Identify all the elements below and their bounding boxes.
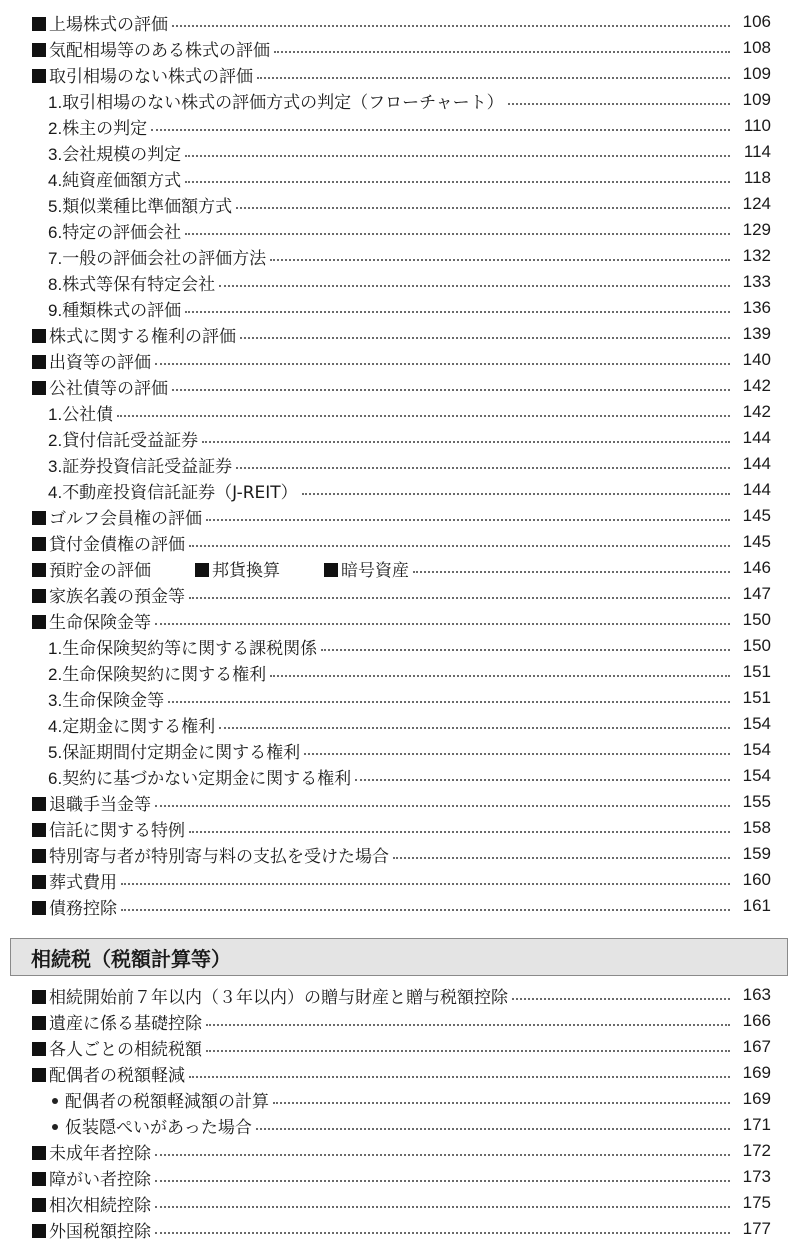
toc-entry-number: 3. — [48, 144, 63, 164]
toc-entry[interactable] — [0, 217, 805, 243]
toc-entry-title: 不動産投資信託証券（J-REIT） — [62, 482, 298, 503]
leader-dots — [189, 1076, 730, 1078]
leader-dots — [219, 285, 730, 287]
toc-entry[interactable] — [0, 1138, 805, 1164]
toc-entry-page: 151 — [742, 662, 771, 681]
toc-entry[interactable] — [0, 867, 805, 893]
toc-entry-label — [48, 244, 266, 269]
toc-entry-page: 169 — [742, 1063, 771, 1082]
toc-entry-page: 173 — [742, 1167, 771, 1186]
toc-entry-label — [52, 1113, 252, 1138]
square-bullet-icon — [32, 849, 46, 863]
toc-entry-title: 退職手当金等 — [49, 794, 151, 815]
toc-entry[interactable] — [0, 243, 805, 269]
toc-entry-label — [32, 530, 185, 555]
toc-entry-page: 167 — [742, 1037, 771, 1056]
square-bullet-icon — [32, 1172, 46, 1186]
square-bullet-icon — [32, 1146, 46, 1160]
toc-entry-page: 114 — [743, 142, 771, 161]
toc-entry[interactable] — [0, 1216, 805, 1242]
toc-entry-title: 公社債等の評価 — [49, 378, 168, 399]
toc-entry-label — [48, 218, 181, 243]
toc-entry-page: 163 — [742, 985, 771, 1004]
toc-entry-page: 159 — [742, 844, 771, 863]
toc-entry-title: 証券投資信託受益証券 — [62, 456, 233, 477]
square-bullet-icon — [32, 43, 46, 57]
square-bullet-icon — [32, 990, 46, 1004]
toc-entry-label — [48, 400, 113, 425]
toc-entry-label — [48, 686, 164, 711]
toc-entry[interactable] — [0, 1086, 805, 1112]
toc-list-part1 — [0, 9, 805, 919]
toc-entry[interactable] — [0, 633, 805, 659]
toc-entry-title: 配偶者の税額軽減 — [49, 1065, 185, 1086]
toc-entry-label — [32, 504, 202, 529]
leader-dots — [393, 857, 730, 859]
square-bullet-icon — [32, 355, 46, 369]
square-bullet-icon — [32, 875, 46, 889]
toc-entry-number: 4. — [48, 482, 63, 502]
toc-entry[interactable] — [0, 425, 805, 451]
leader-dots — [273, 1102, 730, 1104]
square-bullet-icon — [32, 329, 46, 343]
leader-dots — [185, 155, 730, 157]
toc-entry-label — [32, 348, 151, 373]
toc-entry-page: 145 — [742, 506, 771, 525]
leader-dots — [168, 701, 730, 703]
toc-entry-page: 140 — [742, 350, 771, 369]
toc-entry-number: 2. — [48, 118, 63, 138]
toc-entry-title: 保証期間付定期金に関する権利 — [62, 742, 301, 763]
toc-entry-page: 144 — [742, 480, 771, 499]
toc-entry-page: 175 — [742, 1193, 771, 1212]
leader-dots — [219, 727, 730, 729]
toc-entry[interactable] — [0, 1060, 805, 1086]
toc-entry[interactable] — [0, 477, 805, 503]
toc-entry[interactable] — [0, 87, 805, 113]
toc-entry-page: 136 — [742, 298, 771, 317]
toc-entry-number: 2. — [48, 430, 63, 450]
toc-entry[interactable] — [0, 113, 805, 139]
toc-entry-title: 各人ごとの相続税額 — [49, 1039, 202, 1060]
toc-entry-page: 166 — [742, 1011, 771, 1030]
toc-entry-number: 9. — [48, 300, 63, 320]
toc-entry-number: 2. — [48, 664, 63, 684]
square-bullet-icon — [32, 1224, 46, 1238]
toc-entry-title: 未成年者控除 — [49, 1143, 151, 1164]
leader-dots — [240, 337, 730, 339]
toc-entry-title: 類似業種比準価額方式 — [62, 196, 233, 217]
toc-entry[interactable] — [0, 841, 805, 867]
toc-entry-page: 154 — [742, 714, 771, 733]
leader-dots — [236, 207, 730, 209]
toc-entry[interactable] — [0, 139, 805, 165]
toc-entry-page: 154 — [742, 740, 771, 759]
leader-dots — [270, 675, 730, 677]
leader-dots — [155, 1232, 730, 1234]
toc-entry-number: 6. — [48, 222, 63, 242]
toc-entry-page: 132 — [742, 246, 771, 265]
leader-dots — [206, 1024, 730, 1026]
leader-dots — [155, 1180, 730, 1182]
toc-entry-page: 177 — [742, 1219, 771, 1238]
toc-entry[interactable] — [0, 789, 805, 815]
toc-entry-label — [48, 166, 181, 191]
toc-entry-page: 142 — [742, 376, 771, 395]
toc-entry-title: 生命保険契約等に関する課税関係 — [62, 638, 318, 659]
toc-entry[interactable] — [0, 321, 805, 347]
toc-entry[interactable] — [0, 1164, 805, 1190]
toc-entry-title: 株式に関する権利の評価 — [49, 326, 236, 347]
square-bullet-icon — [32, 537, 46, 551]
square-bullet-icon — [32, 1198, 46, 1212]
toc-entry-number: 3. — [48, 456, 63, 476]
toc-entry-label — [32, 1217, 151, 1242]
toc-entry-label — [48, 140, 181, 165]
toc-entry[interactable] — [0, 451, 805, 477]
leader-dots — [172, 389, 730, 391]
leader-dots — [512, 998, 730, 1000]
toc-entry-label — [52, 1087, 269, 1112]
toc-entry-title: 暗号資産 — [341, 560, 409, 581]
toc-entry-page: 147 — [742, 584, 771, 603]
toc-entry-page: 158 — [742, 818, 771, 837]
leader-dots — [172, 25, 730, 27]
toc-entry-label — [48, 660, 266, 685]
leader-dots — [302, 493, 730, 495]
toc-entry-title: 株式等保有特定会社 — [62, 274, 216, 295]
leader-dots — [256, 1128, 730, 1130]
leader-dots — [189, 597, 730, 599]
toc-entry-label — [32, 1009, 202, 1034]
toc-entry[interactable] — [0, 165, 805, 191]
toc-entry-page: 142 — [742, 402, 771, 421]
toc-entry-number: 4. — [48, 716, 63, 736]
toc-entry[interactable] — [0, 555, 805, 581]
toc-entry-title: 債務控除 — [49, 898, 117, 919]
toc-entry-title: 預貯金の評価 — [49, 560, 151, 581]
toc-entry[interactable] — [0, 581, 805, 607]
toc-entry-label — [32, 1191, 151, 1216]
toc-entry-page: 155 — [742, 792, 771, 811]
leader-dots — [155, 363, 730, 365]
toc-entry-label — [32, 868, 117, 893]
toc-entry-page: 146 — [742, 558, 771, 577]
toc-entry-title: 遺産に係る基礎控除 — [49, 1013, 202, 1034]
leader-dots — [155, 1154, 730, 1156]
leader-dots — [155, 623, 730, 625]
leader-dots — [304, 753, 730, 755]
leader-dots — [189, 545, 730, 547]
toc-entry-page: 145 — [742, 532, 771, 551]
leader-dots — [185, 181, 730, 183]
toc-entry-number: 1. — [48, 92, 63, 112]
toc-entry-title: 貸付金債権の評価 — [49, 534, 185, 555]
leader-dots — [185, 233, 730, 235]
toc-entry[interactable] — [0, 35, 805, 61]
toc-entry[interactable] — [0, 373, 805, 399]
toc-entry-title: 気配相場等のある株式の評価 — [49, 40, 270, 61]
toc-entry-title: 生命保険金等 — [62, 690, 165, 711]
toc-entry-label — [48, 478, 298, 503]
toc-entry-page: 160 — [742, 870, 771, 889]
toc-entry-page: 154 — [742, 766, 771, 785]
leader-dots — [121, 909, 730, 911]
leader-dots — [185, 311, 730, 313]
toc-entry-title: 種類株式の評価 — [62, 300, 182, 321]
toc-entry-page: 139 — [742, 324, 771, 343]
toc-entry-number: 1. — [48, 638, 63, 658]
toc-entry-page: 118 — [743, 168, 771, 187]
toc-entry-page: 161 — [742, 896, 771, 915]
toc-entry-label — [32, 556, 409, 581]
toc-entry-number: 1. — [48, 404, 63, 424]
toc-entry-title: 一般の評価会社の評価方法 — [62, 248, 267, 269]
toc-entry-title: 取引相場のない株式の評価 — [49, 66, 253, 87]
toc-entry-label — [32, 1139, 151, 1164]
toc-entry-page: 151 — [742, 688, 771, 707]
square-bullet-icon — [32, 589, 46, 603]
toc-entry-title: ゴルフ会員権の評価 — [49, 508, 202, 529]
toc-entry-title: 生命保険金等 — [49, 612, 151, 633]
leader-dots — [189, 831, 730, 833]
square-bullet-icon — [32, 511, 46, 525]
toc-entry[interactable] — [0, 503, 805, 529]
square-bullet-icon — [32, 1068, 46, 1082]
toc-entry[interactable] — [0, 529, 805, 555]
toc-entry[interactable] — [0, 1112, 805, 1138]
toc-entry-label — [48, 296, 181, 321]
square-bullet-icon — [32, 563, 46, 577]
toc-entry-page: 124 — [742, 194, 771, 213]
toc-entry-page: 150 — [742, 636, 771, 655]
toc-entry-number: 7. — [48, 248, 63, 268]
toc-entry-page: 110 — [743, 116, 771, 135]
toc-entry-title: 会社規模の判定 — [62, 144, 182, 165]
leader-dots — [206, 1050, 730, 1052]
leader-dots — [202, 441, 730, 443]
toc-entry-title: 葬式費用 — [49, 872, 117, 893]
toc-entry-label — [32, 36, 270, 61]
toc-entry-number: 6. — [48, 768, 63, 788]
leader-dots — [121, 883, 730, 885]
toc-entry-page: 144 — [742, 428, 771, 447]
toc-entry[interactable] — [0, 607, 805, 633]
toc-entry-title: 契約に基づかない定期金に関する権利 — [62, 768, 352, 789]
toc-entry-label — [48, 738, 300, 763]
leader-dots — [155, 1206, 730, 1208]
toc-entry-page: 171 — [742, 1115, 771, 1134]
toc-entry[interactable] — [0, 9, 805, 35]
toc-entry[interactable] — [0, 191, 805, 217]
toc-entry-page: 106 — [742, 12, 771, 31]
toc-entry-number: 5. — [48, 742, 63, 762]
dot-bullet-icon — [52, 1098, 58, 1104]
toc-entry-number: 5. — [48, 196, 63, 216]
toc-entry-label — [48, 426, 198, 451]
toc-entry-title: 邦貨換算 — [212, 560, 280, 581]
toc-entry-label — [32, 842, 389, 867]
square-bullet-icon — [32, 1042, 46, 1056]
toc-entry-page: 109 — [742, 90, 771, 109]
toc-entry[interactable] — [0, 982, 805, 1008]
leader-dots — [236, 467, 730, 469]
square-bullet-icon — [195, 563, 209, 577]
toc-entry-title: 配偶者の税額軽減額の計算 — [65, 1091, 269, 1112]
toc-entry-page: 129 — [742, 220, 771, 239]
toc-entry-label — [32, 608, 151, 633]
toc-entry-label — [32, 1061, 185, 1086]
leader-dots — [117, 415, 730, 417]
leader-dots — [206, 519, 730, 521]
leader-dots — [151, 129, 730, 131]
toc-entry[interactable] — [0, 1190, 805, 1216]
toc-entry[interactable] — [0, 1034, 805, 1060]
square-bullet-icon — [32, 797, 46, 811]
toc-entry-title: 公社債 — [62, 404, 114, 425]
toc-entry-label — [48, 192, 232, 217]
toc-entry-title: 株主の判定 — [62, 118, 148, 139]
toc-entry-number: 3. — [48, 690, 63, 710]
toc-entry[interactable] — [0, 1008, 805, 1034]
toc-entry-title: 家族名義の預金等 — [49, 586, 185, 607]
leader-dots — [274, 51, 730, 53]
toc-entry-page: 109 — [742, 64, 771, 83]
toc-entry-title: 外国税額控除 — [49, 1221, 151, 1242]
toc-entry-title: 信託に関する特例 — [49, 820, 185, 841]
toc-entry-label — [32, 582, 185, 607]
leader-dots — [270, 259, 730, 261]
toc-entry-label — [32, 816, 185, 841]
toc-entry[interactable] — [0, 659, 805, 685]
toc-entry-title: 相続開始前７年以内（３年以内）の贈与財産と贈与税額控除 — [49, 987, 508, 1008]
square-bullet-icon — [32, 615, 46, 629]
toc-entry-page: 169 — [742, 1089, 771, 1108]
section-header-title: 相続税（税額計算等） — [31, 946, 231, 971]
toc-entry-label — [48, 270, 215, 295]
toc-entry-label — [32, 790, 151, 815]
toc-entry-page: 144 — [742, 454, 771, 473]
toc-entry-label — [32, 1165, 151, 1190]
square-bullet-icon — [32, 823, 46, 837]
toc-entry-title: 相次相続控除 — [49, 1195, 151, 1216]
section-header — [10, 938, 788, 976]
toc-entry-page: 133 — [742, 272, 771, 291]
toc-entry-label — [32, 1035, 202, 1060]
leader-dots — [508, 103, 730, 105]
toc-entry[interactable] — [0, 399, 805, 425]
toc-entry-label — [48, 712, 215, 737]
toc-entry[interactable] — [0, 711, 805, 737]
toc-entry-number: 4. — [48, 170, 63, 190]
leader-dots — [355, 779, 730, 781]
toc-list-part2 — [0, 982, 805, 1242]
toc-entry[interactable] — [0, 61, 805, 87]
leader-dots — [257, 77, 730, 79]
square-bullet-icon — [32, 17, 46, 31]
square-bullet-icon — [324, 563, 338, 577]
toc-entry-label — [48, 88, 504, 113]
toc-entry-label — [48, 764, 351, 789]
toc-entry[interactable] — [0, 269, 805, 295]
toc-entry-title: 貸付信託受益証券 — [62, 430, 199, 451]
toc-entry-title: 取引相場のない株式の評価方式の判定（フローチャート） — [62, 92, 504, 113]
toc-entry-label — [48, 452, 232, 477]
toc-entry[interactable] — [0, 893, 805, 919]
toc-entry-label — [48, 114, 147, 139]
toc-entry-page: 150 — [742, 610, 771, 629]
toc-entry[interactable] — [0, 295, 805, 321]
toc-entry-label — [32, 10, 168, 35]
toc-entry[interactable] — [0, 685, 805, 711]
toc-entry-label — [32, 894, 117, 919]
toc-entry-label — [32, 983, 508, 1008]
toc-entry-title: 特別寄与者が特別寄与料の支払を受けた場合 — [49, 846, 389, 867]
square-bullet-icon — [32, 1016, 46, 1030]
toc-entry-title: 仮装隠ぺいがあった場合 — [65, 1117, 252, 1138]
toc-entry-title: 出資等の評価 — [49, 352, 151, 373]
toc-entry-number: 8. — [48, 274, 63, 294]
toc-entry[interactable] — [0, 737, 805, 763]
leader-dots — [413, 571, 730, 573]
dot-bullet-icon — [52, 1124, 58, 1130]
toc-entry-title: 純資産価額方式 — [62, 170, 182, 191]
toc-entry-label — [32, 322, 236, 347]
leader-dots — [321, 649, 730, 651]
square-bullet-icon — [32, 901, 46, 915]
toc-entry-title: 上場株式の評価 — [49, 14, 168, 35]
toc-entry-title: 定期金に関する権利 — [62, 716, 216, 737]
toc-entry-label — [32, 374, 168, 399]
toc-entry-title: 特定の評価会社 — [62, 222, 182, 243]
toc-entry-page: 108 — [742, 38, 771, 57]
toc-entry-title: 生命保険契約に関する権利 — [62, 664, 267, 685]
toc-entry-label — [48, 634, 317, 659]
toc-entry[interactable] — [0, 347, 805, 373]
square-bullet-icon — [32, 69, 46, 83]
square-bullet-icon — [32, 381, 46, 395]
leader-dots — [155, 805, 730, 807]
toc-entry[interactable] — [0, 815, 805, 841]
toc-entry-title: 障がい者控除 — [49, 1169, 151, 1190]
toc-entry-label — [32, 62, 253, 87]
toc-entry-page: 172 — [742, 1141, 771, 1160]
toc-entry[interactable] — [0, 763, 805, 789]
